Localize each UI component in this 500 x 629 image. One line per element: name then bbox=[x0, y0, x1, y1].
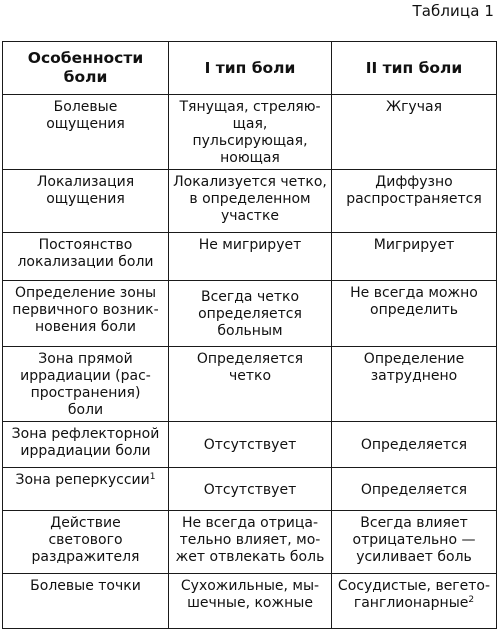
type1-cell: Не мигрирует bbox=[169, 233, 332, 281]
table-row bbox=[3, 468, 497, 511]
table-row bbox=[3, 422, 497, 468]
header-type2: II тип боли bbox=[332, 42, 497, 95]
feature-cell: Локализация ощущения bbox=[3, 170, 169, 233]
type1-cell: Сухожильные, мы-шечные, кожные bbox=[169, 574, 332, 629]
feature-cell: Постоянство локализации боли bbox=[3, 233, 169, 281]
feature-cell: Болевые ощущения bbox=[3, 95, 169, 170]
header-row bbox=[3, 42, 497, 95]
type2-cell: Всегда влияет отрицательно — усиливает боль bbox=[332, 511, 497, 574]
table-caption: Таблица 1 bbox=[412, 2, 494, 20]
feature-cell: Действие светового раздражителя bbox=[3, 511, 169, 574]
footnote-marker: 1 bbox=[149, 472, 156, 482]
type1-cell: Отсутствует bbox=[169, 422, 332, 468]
feature-cell: Зона рефлекторной иррадиации боли bbox=[3, 422, 169, 468]
footnote-marker: 2 bbox=[468, 595, 475, 605]
type2-cell: Определяется bbox=[332, 468, 497, 511]
type1-cell: Тянущая, стреляю-щая, пульсирующая, ноющая bbox=[169, 95, 332, 170]
feature-cell bbox=[3, 468, 169, 511]
pain-types-table bbox=[2, 41, 497, 629]
table-row bbox=[3, 574, 497, 629]
table-row bbox=[3, 95, 497, 170]
type1-cell: Всегда четко определяется больным bbox=[169, 281, 332, 347]
header-features: Особенности боли bbox=[3, 42, 169, 95]
type2-text: Сосудистые, вегето-ганглионарные bbox=[337, 578, 491, 611]
type1-cell: Не всегда отрица-тельно влияет, мо-жет отвлекать боль bbox=[169, 511, 332, 574]
type2-cell: Жгучая bbox=[332, 95, 497, 170]
type2-cell bbox=[332, 574, 497, 629]
type2-cell: Диффузно распространяется bbox=[332, 170, 497, 233]
type1-cell: Определяется четко bbox=[169, 347, 332, 422]
type2-cell: Не всегда можно определить bbox=[332, 281, 497, 347]
type2-cell: Мигрирует bbox=[332, 233, 497, 281]
header-type1: I тип боли bbox=[169, 42, 332, 95]
table-row bbox=[3, 170, 497, 233]
feature-cell: Определение зоны первичного возник-новения боли bbox=[3, 281, 169, 347]
type1-cell: Локализуется четко, в определенном участке bbox=[169, 170, 332, 233]
table-row bbox=[3, 511, 497, 574]
feature-cell: Зона прямой иррадиации (рас-пространения) боли bbox=[3, 347, 169, 422]
type2-cell: Определяется bbox=[332, 422, 497, 468]
table-row bbox=[3, 281, 497, 347]
feature-cell: Болевые точки bbox=[3, 574, 169, 629]
type1-cell: Отсутствует bbox=[169, 468, 332, 511]
table-row bbox=[3, 347, 497, 422]
type2-cell: Определение затруднено bbox=[332, 347, 497, 422]
table-row bbox=[3, 233, 497, 281]
feature-text: Зона реперкуссии bbox=[15, 472, 150, 488]
